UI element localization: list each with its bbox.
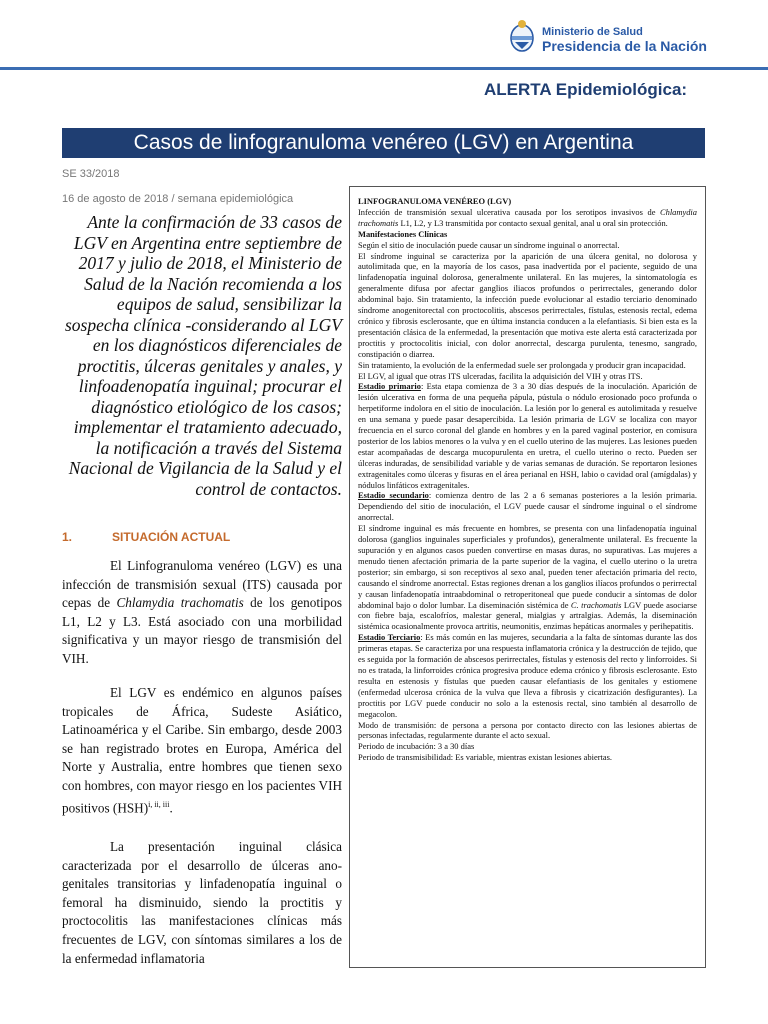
paragraph-lgv-definition [62, 557, 342, 669]
box-transmission: Modo de transmisión: de persona a persona por contacto directo con las lesiones abiertas de personas infectadas, regularmente durante el acto sexual. [358, 719, 697, 741]
stage-label: Estadio primario [358, 381, 421, 392]
box-text: El LGV, al igual que otras ITS ulceradas, facilita la adquisición del VIH y otras ITS. [358, 370, 643, 381]
reference-superscript: i, ii, iii [148, 799, 170, 809]
species-name: Chlamydia trachomatis [116, 595, 244, 611]
box-text: El síndrome inguinal se caracteriza por la aparición de una úlcera genital, no dolorosa y autolimitada que, en la mayoría de los casos, pasa inadvertida por el paciente, seguido de una linfadenopatía inguinal dolorosa, generalmente unilateral. En las mujeres, la sintomatología es generalmente difusa por afectar ganglios iliacos profundos o perirrectales, generando dolor abdominal bajo. Sin tratamiento, la infección puede evolucionar al estadio terciario denominado síndrome anogenitorectal con proctocolitis, abscesos perirrectales, fístulas, estenosis rectal, edema crónico y fibrosis esclerosante, que en última instancia conducen a la elefantiasis. Si bien esta es la presentación clásica de la enfermedad, la presentación que motiva este alerta está caracterizada por proctitis y proctocolitis inicial, con dolor anorrectal, descarga purulenta, tenesmo, sangrado, constipación o diarrea. [358, 250, 697, 359]
page-header [0, 0, 768, 68]
box-stage-primary [358, 381, 697, 490]
presidency-name: Presidencia de la Nación [542, 38, 707, 54]
box-stage-secondary [358, 490, 697, 523]
box-stage-tertiary [358, 632, 697, 719]
species-name: Chlamydia trachomatis [358, 206, 697, 228]
ministry-name: Ministerio de Salud [542, 26, 643, 38]
box-text: : Esta etapa comienza de 3 a 30 días después de la inoculación. Aparición de lesión ulcerativa en forma de una pequeña pápula, pústula o nódulo erosionado poco profunda o herpetiforme indolora en el sitio de inoculación. La lesión por lo general es autolimitada y resuelve en una semana y puede pasar desapercibida. La lesión primaria de LGV se localiza con mayor frecuencia en el surco coronal del glande en hombres y en la pared vaginal posterior, en comisura posterior de los labios menores o la vulva y en el cuello uterino de las mujeres. Las lesiones pueden estar acompañadas de descarga mucopurulenta en uretra, el cuello uterino o recto. Pueden ser úlceras induradas, de sensibilidad variable y de varias semanas de duración. Se reportaron lesiones extragenitales como úlceras y fisuras en el área perianal en HSH, labio o cavidad oral (amígdalas) y nódulos linfáticos extragenitales. [358, 381, 697, 490]
box-transmissibility: Periodo de transmisibilidad: Es variable, mientras existan lesiones abiertas. [358, 752, 612, 763]
paragraph-epidemiology [62, 684, 342, 818]
box-secondary-detail [358, 523, 697, 632]
box-text: El síndrome inguinal es más frecuente en hombres, se presenta con una linfadenopatía inguinal dolorosa (ganglios inguinales superficiales y profundos), generalmente unilateral. Es frecuente la supuración y en algunos casos pueden convertirse en masas duras, no supurativas. Las mujeres a menudo tienen afectación primaria de la parte superior de la vagina, el cuello uterino o la uretra posterior; sin embargo, si son receptivos al sexo anal, pueden tener afectación primaria del recto, causando el síndrome anorrectal. Estas regiones drenan a los ganglios ilíacos profundos o perirrectal y causan linfadenopatía intraabdominal o retroperitoneal que puede conducir a síntomas de dolor abdominal bajo o dolor lumbar. La diseminación sistémica de [358, 523, 697, 610]
box-text: LGV puede asociarse con fiebre baja, escalofríos, malestar general, mialgias y artralgias. Además, la diseminación sistémica ocasionalmente provoca artritis, neumonitis, enzimas hepáticas anormales y perihepatitis. [358, 599, 697, 632]
box-text: L1, L2, y L3 transmitida por contacto sexual genital, anal u oral sin protección. [398, 217, 668, 228]
document-title-banner: Casos de linfogranuloma venéreo (LGV) en Argentina [62, 128, 705, 158]
epi-week-label: SE 33/2018 [62, 168, 120, 180]
paragraph-clinical-presentation: La presentación inguinal clásica caracterizada por el desarrollo de úlceras ano-genitales transitorias y linfadenopatía inguinal o femoral ha disminuido, siendo la proctitis y proctocolitis las manifestaciones clínicas más frecuentes de LGV, con síntomas similares a los de la enfermedad inflamatoria [62, 839, 342, 966]
stage-label: Estadio Terciario [358, 632, 421, 643]
date-line: 16 de agosto de 2018 / semana epidemiológica [62, 193, 294, 205]
paragraph-text: El Linfogranuloma venéreo (LGV) es una infección de transmisión sexual (ITS) causada por cepas de [62, 558, 342, 611]
box-subtitle-manifestations: Manifestaciones Clínicas [358, 228, 448, 239]
header-divider [0, 67, 768, 70]
alert-title: ALERTA Epidemiológica: [484, 80, 688, 99]
lgv-info-box [349, 186, 706, 968]
ministry-logo-text [542, 26, 707, 54]
box-text: : Es más común en las mujeres, secundaria a la falta de síntomas durante las dos primeras etapas. Se caracteriza por una respuesta inflamatoria crónica y la destrucción de tejido, que es seguida por la formación de abscesos perirrectales, fístulas y estenosis del recto y linforroides. Si no es tratada, la linforroides crónica progresiva produce edema crónico y fibrosis esclerosante. Esto resulta en estenosis y fístulas que pueden causar elefantiasis de los genitales y estiomene (enfermedad ulcerosa crónica de la vulva que lleva a fibrosis y cicatrización desfigurantes). La proctitis por LGV puede conducir no solo a la estenosis rectal, sino también al desarrollo de megacolon. [358, 632, 697, 719]
section-heading [62, 530, 230, 544]
stage-label: Estadio secundario [358, 490, 429, 501]
box-text: : comienza dentro de las 2 a 6 semanas posteriores a la lesión primaria. Dependiendo del sitio de inoculación, el LGV puede causar el síndrome inguinal o el síndrome anorrectal. [358, 490, 697, 523]
box-text: Sin tratamiento, la evolución de la enfermedad suele ser prolongada y producir gran incapacidad. [358, 359, 686, 370]
paragraph-text: . [169, 799, 173, 815]
species-name: C. trachomatis [570, 599, 622, 610]
intro-paragraph: Ante la confirmación de 33 casos de LGV en Argentina entre septiembre de 2017 y julio de 2018, el Ministerio de Salud de la Nación recomienda a los equipos de salud, sensibilizar la sospecha clínica -considerando al LGV en los diagnósticos diferenciales de proctitis, úlceras genitales y anales, y linfoadenopatía inguinal; procurar el diagnóstico etiológico de los casos; implementar el tratamiento adecuado, la notificación a través del Sistema Nacional de Vigilancia de la Salud y el control de contactos. [64, 212, 342, 499]
box-incubation: Periodo de incubación: 3 a 30 días [358, 741, 475, 752]
section-number: 1. [62, 530, 73, 544]
box-text: Infección de transmisión sexual ulcerativa causada por los serotipos invasivos de [358, 206, 660, 217]
box-title: LINFOGRANULOMA VENÉREO (LGV) [358, 196, 512, 206]
national-seal-icon [508, 18, 536, 54]
box-definition [358, 207, 697, 229]
paragraph-text: de los genotipos L1, L2 y L3. Está asociado con una morbilidad significativa y un mayor riesgo de transmisión del VIH. [62, 595, 342, 666]
paragraph-text: El LGV es endémico en algunos países tropicales de África, Sudeste Asiático, Latinoamérica y el Caribe. Sin embargo, desde 2003 se han registrado brotes en Europa, América del Norte y Australia, entre hombres que tienen sexo con hombres, con mayor riesgo en los pacientes VIH positivos (HSH) [62, 685, 342, 815]
box-text: Según el sitio de inoculación puede causar un síndrome inguinal o anorrectal. [358, 239, 620, 250]
section-title: SITUACIÓN ACTUAL [112, 530, 231, 544]
